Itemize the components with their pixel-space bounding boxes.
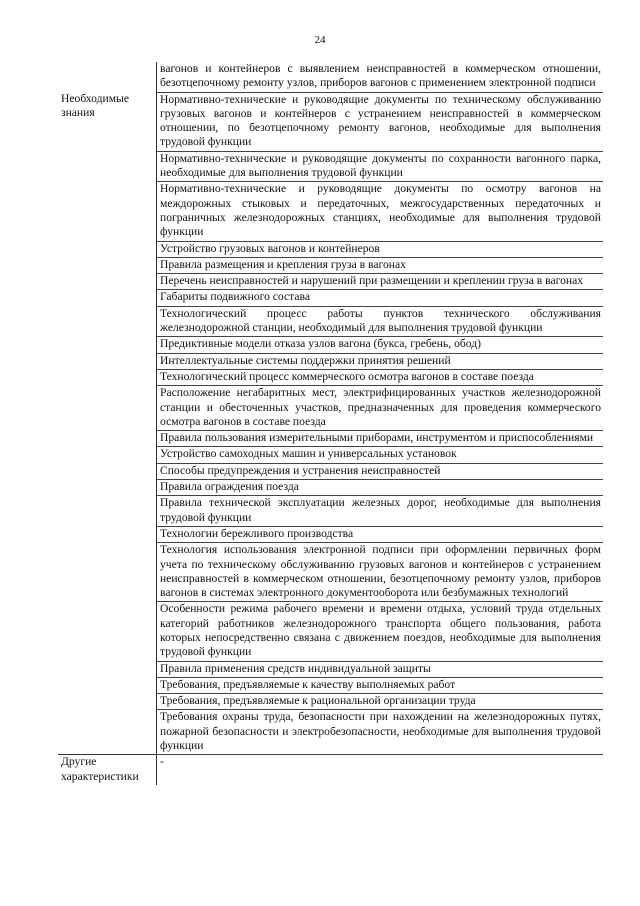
requirement-item: Требования, предъявляемые к качеству выполняемых работ bbox=[157, 677, 604, 693]
requirement-item: Предиктивные модели отказа узлов вагона (букса, гребень, обод) bbox=[157, 337, 604, 353]
requirement-item: Технологии бережливого производства bbox=[157, 526, 604, 542]
other-characteristics-label: Другие характеристики bbox=[58, 755, 157, 785]
section-label: Необходимые знания bbox=[61, 92, 129, 120]
requirement-item: Правила ограждения поезда bbox=[157, 480, 604, 496]
table-row bbox=[58, 62, 603, 92]
requirement-item: Правила размещения и крепления груза в вагонах bbox=[157, 257, 604, 273]
requirement-item: Особенности режима рабочего времени и времени отдыха, условий труда отдельных категорий работников железнодорожного транспорта общего пользования, работа которых непосредственно связана с движением поездов, необходимые для выполнения трудовой функции bbox=[157, 602, 604, 661]
requirement-item: Технологический процесс работы пунктов технического обслуживания железнодорожной станции, необходимый для выполнения трудовой функции bbox=[157, 306, 604, 337]
section-label-cell bbox=[58, 92, 157, 755]
requirement-item: Нормативно-технические и руководящие документы по сохранности вагонного парка, необходимые для выполнения трудовой функции bbox=[157, 151, 604, 182]
other-characteristics-value: - bbox=[157, 755, 604, 785]
requirement-item: Интеллектуальные системы поддержки принятия решений bbox=[157, 353, 604, 369]
requirement-item: Правила применения средств индивидуальной защиты bbox=[157, 661, 604, 677]
requirement-item: Требования охраны труда, безопасности при нахождении на железнодорожных путях, пожарной безопасности и электробезопасности, необходимые для выполнения трудовой функции bbox=[157, 710, 604, 755]
requirement-item: Правила пользования измерительными приборами, инструментом и приспособлениями bbox=[157, 431, 604, 447]
requirement-item: Перечень неисправностей и нарушений при размещении и креплении груза в вагонах bbox=[157, 274, 604, 290]
requirement-item: Устройство грузовых вагонов и контейнеров bbox=[157, 241, 604, 257]
table-row bbox=[58, 92, 603, 151]
requirement-item: Расположение негабаритных мест, электрифицированных участков железнодорожной станции и обесточенных участков, предназначенных для проведения коммерческого осмотра вагонов в составе поезда bbox=[157, 386, 604, 431]
requirement-item: Способы предупреждения и устранения неисправностей bbox=[157, 463, 604, 479]
requirement-item: Технология использования электронной подписи при оформлении первичных форм учета по техническому обслуживанию грузовых вагонов и контейнеров с устранением неисправностей в коммерческом отношении, безотцепочному ремонту узлов, приборов вагонов в системах электронного документооборота или безбумажных технологий bbox=[157, 543, 604, 602]
requirement-item: вагонов и контейнеров с выявлением неисправностей в коммерческом отношении, безотцепочному ремонту узлов, приборов вагонов с применением электронной подписи bbox=[157, 62, 604, 92]
section-label-cell bbox=[58, 62, 157, 92]
requirement-item: Технологический процесс коммерческого осмотра вагонов в составе поезда bbox=[157, 369, 604, 385]
requirement-item: Нормативно-технические и руководящие документы по техническому обслуживанию грузовых вагонов и контейнеров с устранением неисправностей в коммерческом отношении, по безотцепочному ремонту вагонов, необходимые для выполнения трудовой функции bbox=[157, 92, 604, 151]
other-characteristics-row bbox=[58, 755, 603, 785]
page-number: 24 bbox=[314, 34, 326, 46]
requirement-item: Требования, предъявляемые к рациональной организации труда bbox=[157, 694, 604, 710]
requirements-table bbox=[58, 62, 603, 785]
requirement-item: Устройство самоходных машин и универсальных установок bbox=[157, 447, 604, 463]
requirement-item: Правила технической эксплуатации железных дорог, необходимые для выполнения трудовой функции bbox=[157, 496, 604, 527]
requirement-item: Габариты подвижного состава bbox=[157, 290, 604, 306]
requirement-item: Нормативно-технические и руководящие документы по осмотру вагонов на междорожных стыковых и передаточных, межгосударственных передаточных и пограничных железнодорожных станциях, необходимые для выполнения трудовой функции bbox=[157, 182, 604, 241]
